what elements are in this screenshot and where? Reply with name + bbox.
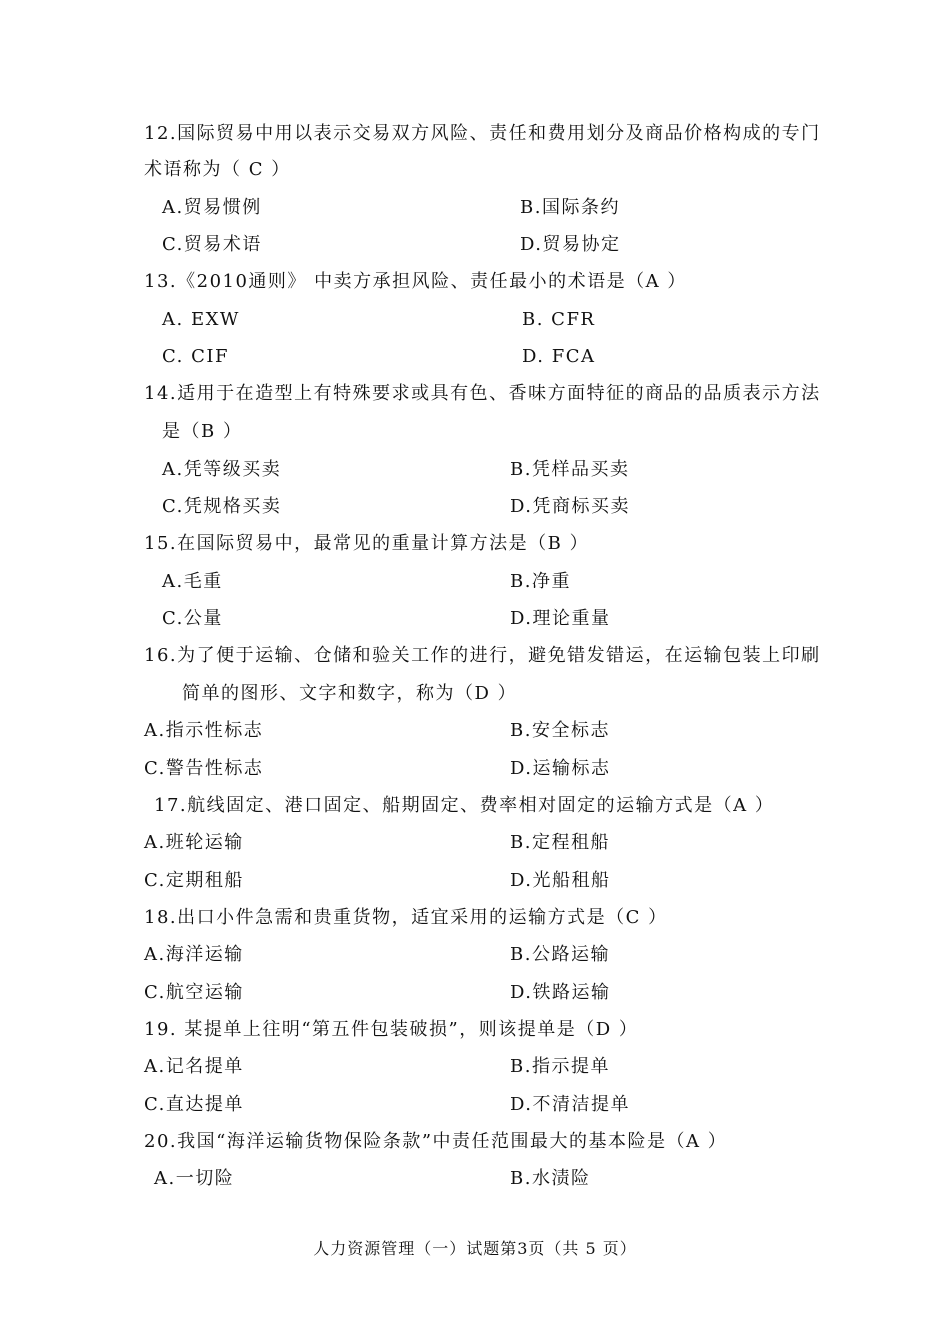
- q19-stem: 19. 某提单上往明“第五件包装破损”，则该提单是（D ）: [144, 1019, 639, 1040]
- q19-option-c: C.直达提单: [144, 1094, 244, 1115]
- q12-option-b: B.国际条约: [520, 197, 620, 218]
- q19-option-b: B.指示提单: [510, 1056, 610, 1077]
- q13-option-c: C. CIF: [162, 346, 229, 367]
- q20-stem: 20.我国“海洋运输货物保险条款”中责任范围最大的基本险是（A ）: [144, 1131, 728, 1152]
- q18-option-b: B.公路运输: [510, 944, 610, 965]
- q14-option-b: B.凭样品买卖: [510, 459, 630, 480]
- q17-stem: 17.航线固定、港口固定、船期固定、费率相对固定的运输方式是（A ）: [154, 795, 775, 816]
- q15-option-a: A.毛重: [162, 571, 223, 592]
- q15-stem: 15.在国际贸易中，最常见的重量计算方法是（B ）: [144, 533, 590, 554]
- q15-option-c: C.公量: [162, 608, 223, 629]
- q15-option-d: D.理论重量: [510, 608, 611, 629]
- q19-option-a: A.记名提单: [144, 1056, 244, 1077]
- q16-option-d: D.运输标志: [510, 758, 611, 779]
- q12-option-c: C.贸易术语: [162, 234, 262, 255]
- q16-stem-line2: 简单的图形、文字和数字，称为（D ）: [182, 683, 518, 704]
- q15-option-b: B.净重: [510, 571, 571, 592]
- q13-stem: 13.《2010通则》 中卖方承担风险、责任最小的术语是（A ）: [144, 271, 687, 292]
- q17-option-d: D.光船租船: [510, 870, 611, 891]
- q12-stem-line1: 12.国际贸易中用以表示交易双方风险、责任和费用划分及商品价格构成的专门: [144, 123, 821, 144]
- q18-option-d: D.铁路运输: [510, 982, 611, 1003]
- q20-option-b: B.水渍险: [510, 1168, 591, 1189]
- q14-option-a: A.凭等级买卖: [162, 459, 282, 480]
- q16-option-c: C.警告性标志: [144, 758, 264, 779]
- q13-option-d: D. FCA: [522, 346, 596, 367]
- q14-option-d: D.凭商标买卖: [510, 496, 631, 517]
- q13-option-b: B. CFR: [522, 309, 596, 330]
- q17-option-a: A.班轮运输: [144, 832, 244, 853]
- q14-stem-line1: 14.适用于在造型上有特殊要求或具有色、香味方面特征的商品的品质表示方法: [144, 383, 821, 404]
- q12-stem-line2: 术语称为（ C ）: [144, 159, 291, 180]
- q14-stem-line2: 是（B ）: [162, 421, 243, 442]
- q17-option-c: C.定期租船: [144, 870, 244, 891]
- q12-option-d: D.贸易协定: [520, 234, 621, 255]
- q16-option-a: A.指示性标志: [144, 720, 264, 741]
- q13-option-a: A. EXW: [162, 309, 240, 330]
- q14-option-c: C.凭规格买卖: [162, 496, 282, 517]
- q18-option-a: A.海洋运输: [144, 944, 244, 965]
- q20-option-a: A.一切险: [154, 1168, 235, 1189]
- q16-stem-line1: 16.为了便于运输、仓储和验关工作的进行，避免错发错运，在运输包装上印刷: [144, 645, 821, 666]
- q17-option-b: B.定程租船: [510, 832, 610, 853]
- q12-option-a: A.贸易惯例: [162, 197, 262, 218]
- q16-option-b: B.安全标志: [510, 720, 610, 741]
- q18-stem: 18.出口小件急需和贵重货物，适宜采用的运输方式是（C ）: [144, 907, 668, 928]
- page-footer: 人力资源管理（一）试题第3页（共 5 页）: [313, 1239, 637, 1258]
- q19-option-d: D.不清洁提单: [510, 1094, 631, 1115]
- q18-option-c: C.航空运输: [144, 982, 244, 1003]
